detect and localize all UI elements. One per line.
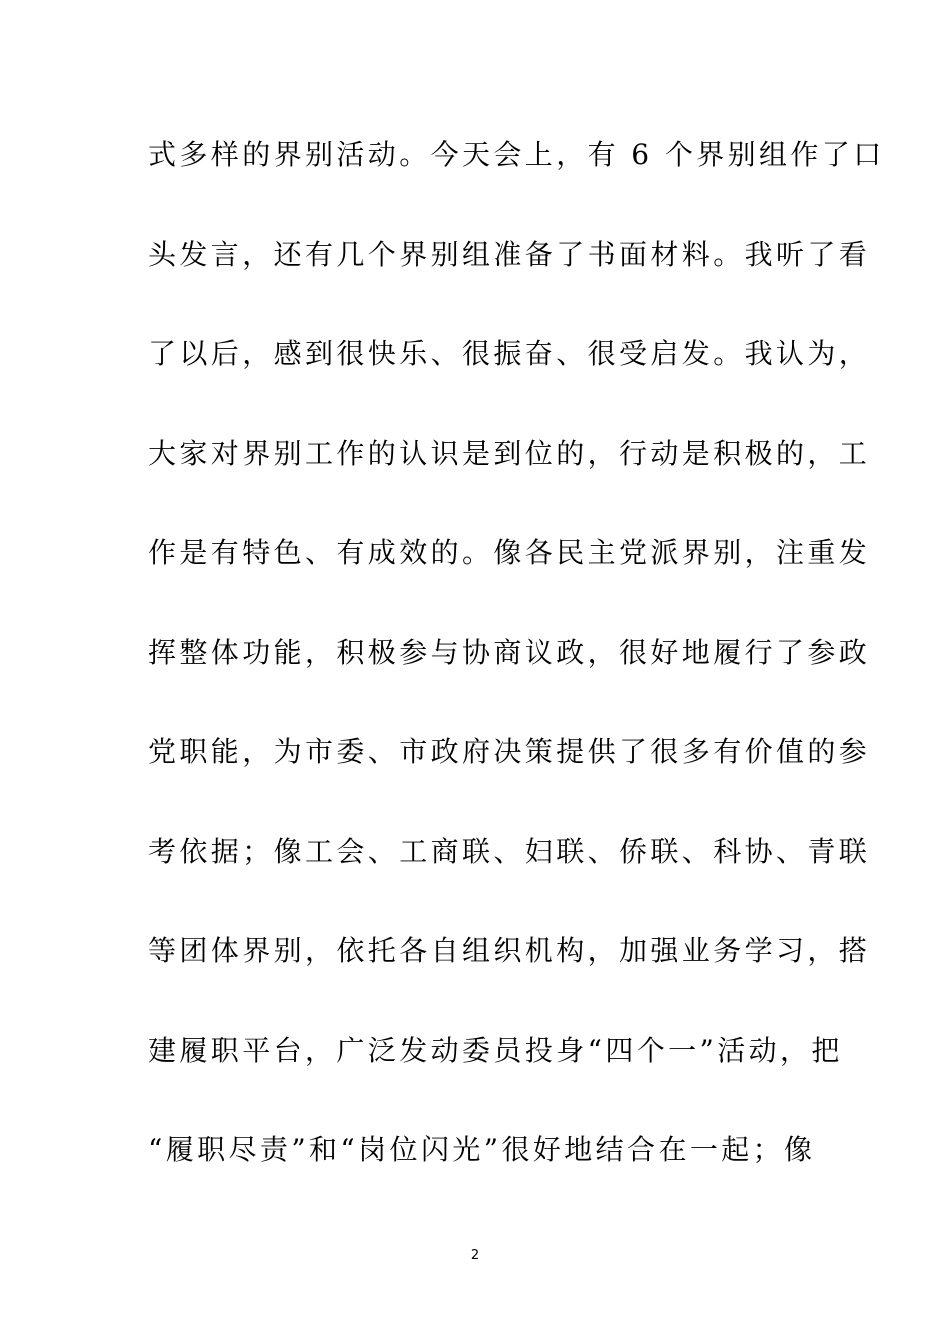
text-line: 考依据；像工会、工商联、妇联、侨联、科协、青联 [148,834,871,868]
page-number: 2 [470,1248,480,1263]
text-line: 建履职平台，广泛发动委员投身“四个一”活动，把 [148,1033,843,1067]
text-line: 作是有特色、有成效的。像各民主党派界别，注重发 [148,536,871,569]
text-line: 等团体界别，依托各自组织机构，加强业务学习，搭 [148,934,871,967]
text-line: “履职尽责”和“岗位闪光”很好地结合在一起；像 [148,1133,816,1166]
text-line: 挥整体功能，积极参与协商议政，很好地履行了参政 [148,635,871,669]
text-line: 了以后，感到很快乐、很振奋、很受启发。我认为， [148,337,871,370]
text-line: 大家对界别工作的认识是到位的，行动是积极的，工 [148,436,871,470]
text-line: 头发言，还有几个界别组准备了书面材料。我听了看 [148,237,871,271]
text-line: 党职能，为市委、市政府决策提供了很多有价值的参 [148,735,871,768]
body-text [148,133,885,1228]
text-line: 式多样的界别活动。今天会上，有 6 个界别组作了口 [148,138,885,171]
